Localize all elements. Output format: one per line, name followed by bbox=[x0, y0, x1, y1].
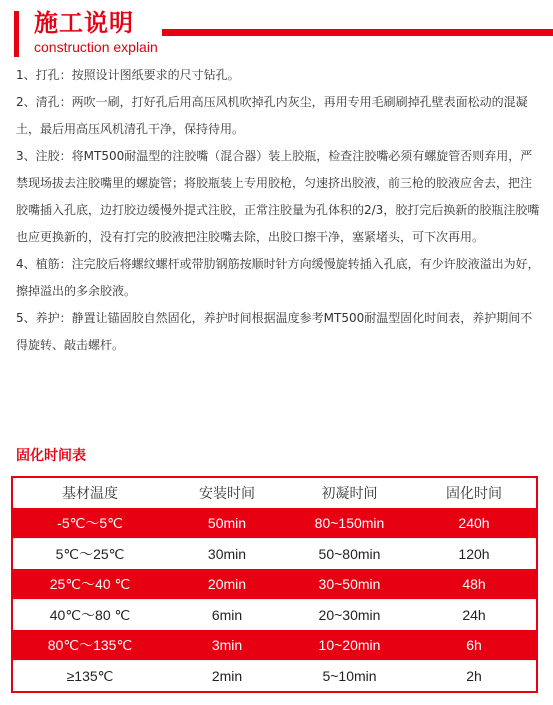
table-cell: 2h bbox=[412, 661, 536, 692]
table-cell: 30~50min bbox=[287, 569, 412, 600]
table-row bbox=[13, 600, 536, 631]
column-header-initial-set-time: 初凝时间 bbox=[321, 485, 378, 501]
table-header-row bbox=[13, 478, 536, 508]
cure-table-heading: 固化时间表 bbox=[16, 448, 86, 464]
table-cell: 240h bbox=[412, 508, 536, 539]
section-header bbox=[14, 8, 553, 58]
step-clean-hole: 2、清孔：两吹一刷，打好孔后用高压风机吹掉孔内灰尘，再用专用毛刷刷掉孔壁表面松动的混凝土，最后用高压风机清孔干净，保持待用。 bbox=[16, 95, 528, 136]
table-cell: -5℃～5℃ bbox=[13, 508, 167, 539]
column-header-temperature: 基材温度 bbox=[62, 485, 118, 501]
page-title: 施工说明 bbox=[34, 9, 134, 37]
step-curing: 5、养护：静置让锚固胶自然固化，养护时间根据温度参考MT500耐温型固化时间表，养护期间不得旋转、敲击螺杆。 bbox=[16, 311, 533, 352]
table-cell: 6min bbox=[167, 600, 287, 631]
table-cell: 80~150min bbox=[287, 508, 412, 539]
table-cell: ≥135℃ bbox=[13, 661, 167, 692]
table-cell: 24h bbox=[412, 600, 536, 631]
table-row bbox=[13, 630, 536, 661]
table-cell: 2min bbox=[167, 661, 287, 692]
table-cell: 20min bbox=[167, 569, 287, 600]
table-cell: 5℃～25℃ bbox=[13, 539, 167, 570]
table-row bbox=[13, 661, 536, 692]
header-divider-line bbox=[162, 29, 553, 36]
table-cell: 50~80min bbox=[287, 539, 412, 570]
step-insert-rebar: 4、植筋：注完胶后将螺纹螺杆或带肋钢筋按顺时针方向缓慢旋转插入孔底，有少许胶液溢出为好，擦掉溢出的多余胶液。 bbox=[16, 257, 540, 298]
table-cell: 6h bbox=[412, 630, 536, 661]
table-cell: 80℃～135℃ bbox=[13, 630, 167, 661]
table-cell: 120h bbox=[412, 539, 536, 570]
step-drill: 1、打孔：按照设计图纸要求的尺寸钻孔。 bbox=[16, 68, 240, 82]
step-inject-glue: 3、注胶：将MT500耐温型的注胶嘴（混合器）装上胶瓶，检查注胶嘴必须有螺旋管否则弃用，严禁现场拔去注胶嘴里的螺旋管；将胶瓶装上专用胶枪，匀速挤出胶液，前三枪的胶液应舍去，把注胶嘴插入孔底，边打胶边缓慢外提式注胶，正常注胶量为孔体积的2/3，胶打完后换新的胶瓶注胶嘴也应更换新的，没有打完的胶液把注胶嘴去除，出胶口擦干净，塞紧堵头，可下次再用。 bbox=[16, 149, 540, 244]
page-subtitle: construction explain bbox=[34, 39, 158, 55]
table-cell: 10~20min bbox=[287, 630, 412, 661]
table-cell: 20~30min bbox=[287, 600, 412, 631]
table-cell: 30min bbox=[167, 539, 287, 570]
table-cell: 48h bbox=[412, 569, 536, 600]
table-row bbox=[13, 539, 536, 570]
table-row bbox=[13, 508, 536, 539]
table-cell: 3min bbox=[167, 630, 287, 661]
header-accent-bar bbox=[14, 11, 19, 57]
table-cell: 50min bbox=[167, 508, 287, 539]
table-cell: 40℃～80 ℃ bbox=[13, 600, 167, 631]
column-header-install-time: 安装时间 bbox=[199, 485, 255, 501]
table-cell: 5~10min bbox=[287, 661, 412, 692]
construction-steps bbox=[16, 62, 542, 359]
cure-time-table bbox=[11, 476, 538, 693]
table-cell: 25℃～40 ℃ bbox=[13, 569, 167, 600]
column-header-cure-time: 固化时间 bbox=[446, 485, 502, 501]
table-row bbox=[13, 569, 536, 600]
